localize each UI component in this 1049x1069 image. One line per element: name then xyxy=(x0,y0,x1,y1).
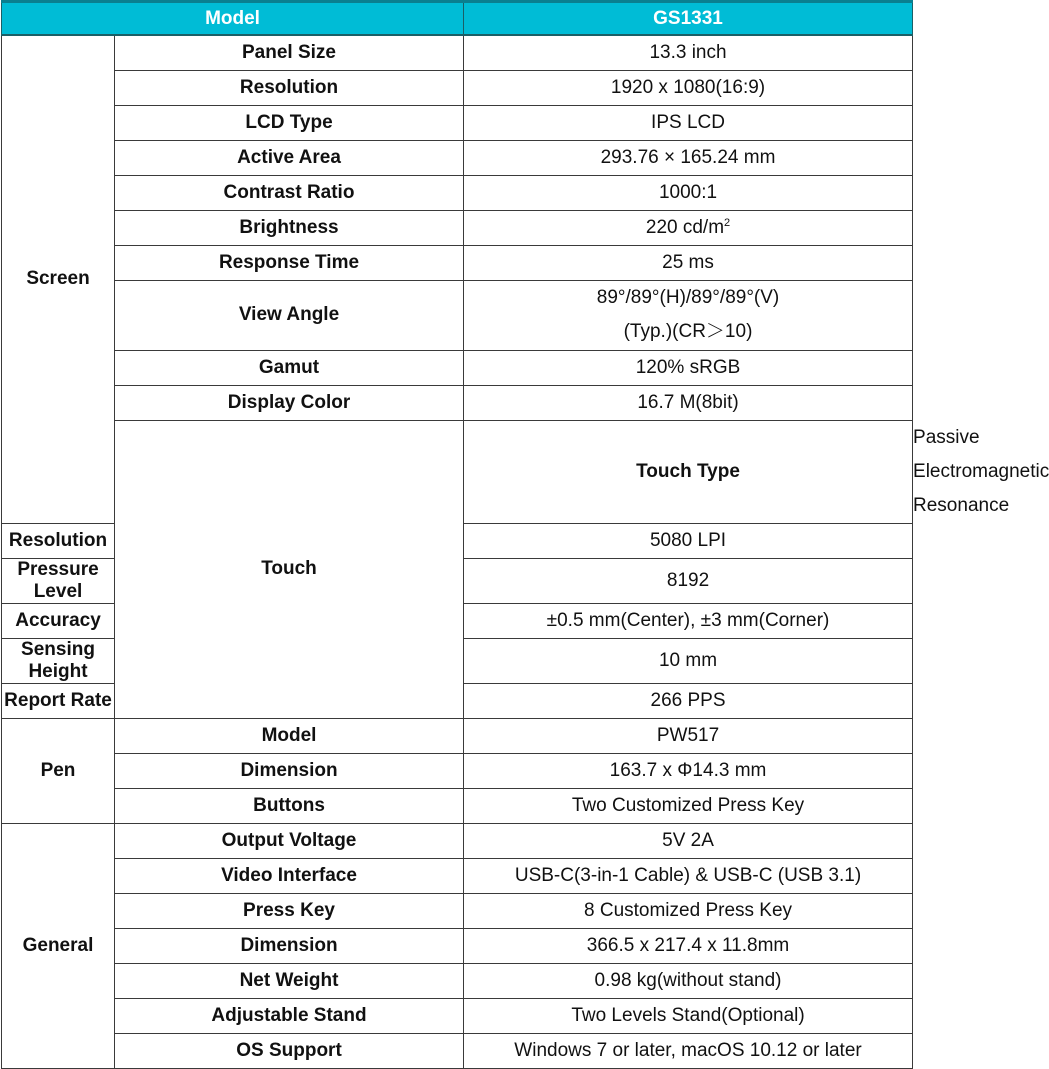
spec-label: Touch Type xyxy=(464,420,913,523)
table-row xyxy=(2,788,913,823)
spec-value: 366.5 x 217.4 x 11.8mm xyxy=(464,928,913,963)
table-row xyxy=(2,718,913,753)
spec-value: 1000:1 xyxy=(464,176,913,211)
spec-value xyxy=(464,281,913,351)
spec-label: Net Weight xyxy=(115,963,464,998)
spec-value: Two Levels Stand(Optional) xyxy=(464,998,913,1033)
spec-label: Resolution xyxy=(115,71,464,106)
superscript: 2 xyxy=(724,217,731,229)
spec-value: 293.76 × 165.24 mm xyxy=(464,141,913,176)
spec-label: Dimension xyxy=(115,753,464,788)
spec-value: USB-C(3-in-1 Cable) & USB-C (USB 3.1) xyxy=(464,858,913,893)
spec-value: 8 Customized Press Key xyxy=(464,893,913,928)
spec-label: Brightness xyxy=(115,211,464,246)
spec-label: Dimension xyxy=(115,928,464,963)
table-header-row xyxy=(2,2,913,36)
table-row xyxy=(2,211,913,246)
group-label-general: General xyxy=(2,823,115,1068)
spec-label: Pressure Level xyxy=(2,558,115,603)
spec-value: 120% sRGB xyxy=(464,350,913,385)
spec-value: 10 mm xyxy=(464,638,913,683)
spec-label: View Angle xyxy=(115,281,464,351)
spec-label: Contrast Ratio xyxy=(115,176,464,211)
table-row xyxy=(2,963,913,998)
view-angle-line2: (Typ.)(CR＞10) xyxy=(623,321,753,343)
brightness-value: 220 cd/m xyxy=(645,217,725,238)
table-row: Touch Touch Type Passive Electromagnetic Resonance xyxy=(2,420,913,523)
spec-label: OS Support xyxy=(115,1033,464,1068)
table-row xyxy=(2,823,913,858)
spec-label: Report Rate xyxy=(2,683,115,718)
spec-label: Output Voltage xyxy=(115,823,464,858)
spec-value: 5080 LPI xyxy=(464,523,913,558)
table-row xyxy=(2,71,913,106)
group-label-screen: Screen xyxy=(2,35,115,523)
table-row xyxy=(2,858,913,893)
header-model-value: GS1331 xyxy=(464,2,913,36)
header-model-label: Model xyxy=(2,2,464,36)
group-label-touch: Touch xyxy=(115,420,464,718)
spec-value: PW517 xyxy=(464,718,913,753)
spec-value: IPS LCD xyxy=(464,106,913,141)
spec-value: Windows 7 or later, macOS 10.12 or later xyxy=(464,1033,913,1068)
spec-label: Press Key xyxy=(115,893,464,928)
spec-label: Sensing Height xyxy=(2,638,115,683)
group-label-pen: Pen xyxy=(2,718,115,823)
spec-value xyxy=(464,211,913,246)
table-row xyxy=(2,281,913,351)
spec-value: 1920 x 1080(16:9) xyxy=(464,71,913,106)
table-row xyxy=(2,385,913,420)
view-angle-line1: 89°/89°(H)/89°/89°(V) xyxy=(596,287,780,309)
table-row xyxy=(2,176,913,211)
spec-label: Panel Size xyxy=(115,35,464,71)
table-row xyxy=(2,106,913,141)
table-row xyxy=(2,928,913,963)
spec-label: Resolution xyxy=(2,523,115,558)
table-row xyxy=(2,350,913,385)
spec-value: ±0.5 mm(Center), ±3 mm(Corner) xyxy=(464,603,913,638)
spec-label: Gamut xyxy=(115,350,464,385)
spec-table xyxy=(1,0,1049,1069)
spec-value: Two Customized Press Key xyxy=(464,788,913,823)
spec-value: 25 ms xyxy=(464,246,913,281)
spec-label: Adjustable Stand xyxy=(115,998,464,1033)
spec-label: Accuracy xyxy=(2,603,115,638)
spec-value: 8192 xyxy=(464,558,913,603)
spec-value: 266 PPS xyxy=(464,683,913,718)
spec-value: 13.3 inch xyxy=(464,35,913,71)
spec-label: Response Time xyxy=(115,246,464,281)
spec-label: Active Area xyxy=(115,141,464,176)
spec-value: 16.7 M(8bit) xyxy=(464,385,913,420)
spec-label: Buttons xyxy=(115,788,464,823)
spec-value: 163.7 x Φ14.3 mm xyxy=(464,753,913,788)
table-row xyxy=(2,141,913,176)
spec-value: 5V 2A xyxy=(464,823,913,858)
table-row xyxy=(2,998,913,1033)
spec-label: Video Interface xyxy=(115,858,464,893)
spec-label: Model xyxy=(115,718,464,753)
spec-label: LCD Type xyxy=(115,106,464,141)
spec-label: Display Color xyxy=(115,385,464,420)
table-row xyxy=(2,753,913,788)
table-row xyxy=(2,246,913,281)
table-row xyxy=(2,35,913,71)
table-row xyxy=(2,1033,913,1068)
spec-value: 0.98 kg(without stand) xyxy=(464,963,913,998)
table-row xyxy=(2,893,913,928)
